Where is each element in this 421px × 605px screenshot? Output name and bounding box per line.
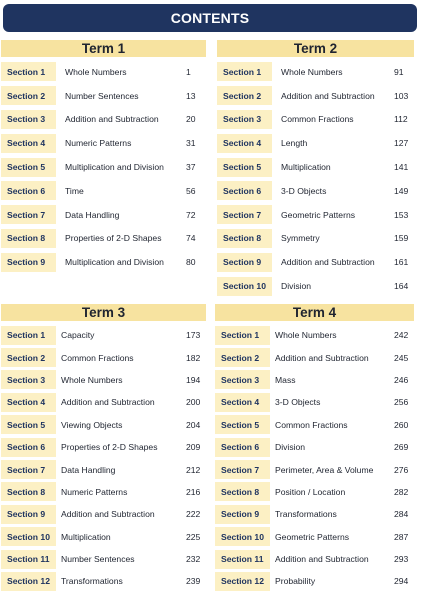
section-label: Section 11 [1,550,56,569]
contents-row [1,179,206,203]
page-number: 56 [186,185,196,196]
term-header: Term 2 [217,40,414,57]
topic-title: Division [275,442,306,453]
topic-title: Position / Location [275,486,346,497]
term-header: Term 1 [1,40,206,57]
page-number: 200 [186,397,201,408]
contents-row [1,481,206,503]
contents-row [1,84,206,108]
page-number: 161 [394,257,409,268]
section-label: Section 12 [215,572,270,591]
page-number: 173 [186,330,201,341]
contents-row [1,60,206,84]
contents-row [1,131,206,155]
term-1-block [1,40,206,274]
section-label: Section 9 [215,505,270,524]
section-label: Section 8 [1,482,56,501]
page-number: 282 [394,486,409,497]
term-rows [217,60,414,298]
contents-row [215,481,414,503]
section-label: Section 10 [217,277,272,296]
topic-title: Probability [275,576,316,587]
page-number: 216 [186,486,201,497]
section-label: Section 2 [215,348,270,367]
contents-row [1,458,206,480]
section-label: Section 6 [1,438,56,457]
term-header: Term 4 [215,304,414,321]
topic-title: Number Sentences [61,554,135,565]
section-label: Section 7 [1,205,56,224]
page-number: 37 [186,162,196,173]
section-label: Section 9 [1,253,56,272]
contents-row [217,250,414,274]
contents-row [1,369,206,391]
topic-title: Properties of 2-D Shapes [61,442,158,453]
contents-row [215,458,414,480]
term-header: Term 3 [1,304,206,321]
contents-row [217,84,414,108]
page-number: 1 [186,66,191,77]
section-label: Section 3 [1,110,56,129]
page-number: 112 [394,114,408,125]
topic-title: Division [281,281,312,292]
page-number: 182 [186,352,201,363]
topic-title: Common Fractions [275,419,348,430]
section-label: Section 5 [1,415,56,434]
topic-title: Whole Numbers [65,66,127,77]
page-number: 222 [186,509,201,520]
topic-title: Data Handling [61,464,116,475]
topic-title: Data Handling [65,209,120,220]
term-rows [1,324,206,593]
section-label: Section 9 [1,505,56,524]
section-label: Section 3 [215,370,270,389]
section-label: Section 7 [217,205,272,224]
page-number: 74 [186,233,196,244]
page-number: 149 [394,185,409,196]
section-label: Section 5 [215,415,270,434]
contents-row [215,391,414,413]
page-number: 141 [394,162,409,173]
term-rows [1,60,206,274]
page-number: 91 [394,66,404,77]
contents-row [1,155,206,179]
section-label: Section 2 [1,86,56,105]
topic-title: Multiplication [281,162,331,173]
topic-title: Viewing Objects [61,419,123,430]
page-number: 242 [394,330,409,341]
section-label: Section 9 [217,253,272,272]
page-number: 20 [186,114,196,125]
page-number: 260 [394,419,409,430]
contents-row [215,570,414,592]
contents-row [215,503,414,525]
contents-row [217,274,414,298]
topic-title: Time [65,185,84,196]
section-label: Section 7 [1,460,56,479]
topic-title: Addition and Subtraction [281,90,375,101]
section-label: Section 4 [1,393,56,412]
contents-row [1,108,206,132]
contents-row [1,570,206,592]
section-label: Section 8 [1,229,56,248]
contents-row [215,526,414,548]
page-number: 269 [394,442,409,453]
section-label: Section 4 [217,134,272,153]
page-number: 225 [186,531,201,542]
page-number: 103 [394,90,409,101]
section-label: Section 7 [215,460,270,479]
topic-title: Number Sentences [65,90,139,101]
section-label: Section 11 [215,550,270,569]
page-number: 13 [186,90,196,101]
section-label: Section 12 [1,572,56,591]
contents-row [217,131,414,155]
topic-title: Whole Numbers [281,66,343,77]
page-number: 256 [394,397,409,408]
topic-title: Numeric Patterns [61,486,128,497]
section-label: Section 5 [1,158,56,177]
topic-title: Properties of 2-D Shapes [65,233,162,244]
section-label: Section 4 [215,393,270,412]
contents-row [1,203,206,227]
section-label: Section 3 [217,110,272,129]
page-number: 246 [394,374,409,385]
contents-row [1,414,206,436]
page-number: 72 [186,209,196,220]
topic-title: Perimeter, Area & Volume [275,464,374,475]
contents-banner [3,4,417,32]
section-label: Section 2 [1,348,56,367]
page-number: 31 [186,138,196,149]
topic-title: Transformations [61,576,123,587]
topic-title: Common Fractions [61,352,134,363]
contents-title: CONTENTS [170,10,250,26]
contents-row [217,179,414,203]
section-label: Section 3 [1,370,56,389]
section-label: Section 6 [215,438,270,457]
topic-title: Geometric Patterns [275,531,350,542]
section-label: Section 1 [215,326,270,345]
contents-row [215,414,414,436]
contents-row [1,548,206,570]
topic-title: Length [281,138,308,149]
topic-title: Transformations [275,509,337,520]
term-3-block [1,304,206,593]
section-label: Section 8 [215,482,270,501]
section-label: Section 1 [1,326,56,345]
contents-row [1,391,206,413]
contents-row [215,436,414,458]
topic-title: Symmetry [281,233,320,244]
topic-title: Mass [275,374,296,385]
contents-row [217,108,414,132]
topic-title: Multiplication [61,531,111,542]
page-number: 284 [394,509,409,520]
contents-row [1,526,206,548]
topic-title: Addition and Subtraction [275,554,369,565]
section-label: Section 1 [217,62,272,81]
topic-title: Common Fractions [281,114,354,125]
contents-row [1,227,206,251]
page-number: 293 [394,554,409,565]
contents-row [217,203,414,227]
contents-row [1,250,206,274]
page-number: 232 [186,554,201,565]
topic-title: 3-D Objects [281,185,327,196]
contents-row [217,60,414,84]
page-number: 212 [186,464,201,475]
topic-title: Multiplication and Division [65,257,164,268]
contents-row [215,324,414,346]
topic-title: Whole Numbers [61,374,123,385]
page-number: 239 [186,576,201,587]
section-label: Section 10 [1,527,56,546]
contents-row [215,548,414,570]
page-number: 164 [394,281,409,292]
section-label: Section 2 [217,86,272,105]
page-number: 204 [186,419,201,430]
page-number: 276 [394,464,409,475]
page-number: 194 [186,374,201,385]
topic-title: Multiplication and Division [65,162,164,173]
topic-title: Geometric Patterns [281,209,356,220]
topic-title: Addition and Subtraction [61,509,155,520]
topic-title: Capacity [61,330,95,341]
contents-row [217,227,414,251]
contents-row [215,369,414,391]
contents-row [1,436,206,458]
page-number: 287 [394,531,409,542]
page-number: 245 [394,352,409,363]
section-label: Section 6 [1,181,56,200]
section-label: Section 5 [217,158,272,177]
page-number: 209 [186,442,201,453]
section-label: Section 6 [217,181,272,200]
topic-title: Whole Numbers [275,330,337,341]
page-number: 159 [394,233,409,244]
topic-title: 3-D Objects [275,397,321,408]
page-number: 153 [394,209,409,220]
topic-title: Addition and Subtraction [61,397,155,408]
topic-title: Numeric Patterns [65,138,132,149]
contents-row [1,324,206,346]
topic-title: Addition and Subtraction [65,114,159,125]
contents-row [1,503,206,525]
topic-title: Addition and Subtraction [275,352,369,363]
contents-row [1,346,206,368]
term-rows [215,324,414,593]
section-label: Section 4 [1,134,56,153]
contents-row [215,346,414,368]
section-label: Section 1 [1,62,56,81]
page-number: 294 [394,576,409,587]
term-4-block [215,304,414,593]
page-number: 127 [394,138,409,149]
topic-title: Addition and Subtraction [281,257,375,268]
section-label: Section 8 [217,229,272,248]
section-label: Section 10 [215,527,270,546]
term-2-block [217,40,414,298]
page-number: 80 [186,257,196,268]
contents-row [217,155,414,179]
